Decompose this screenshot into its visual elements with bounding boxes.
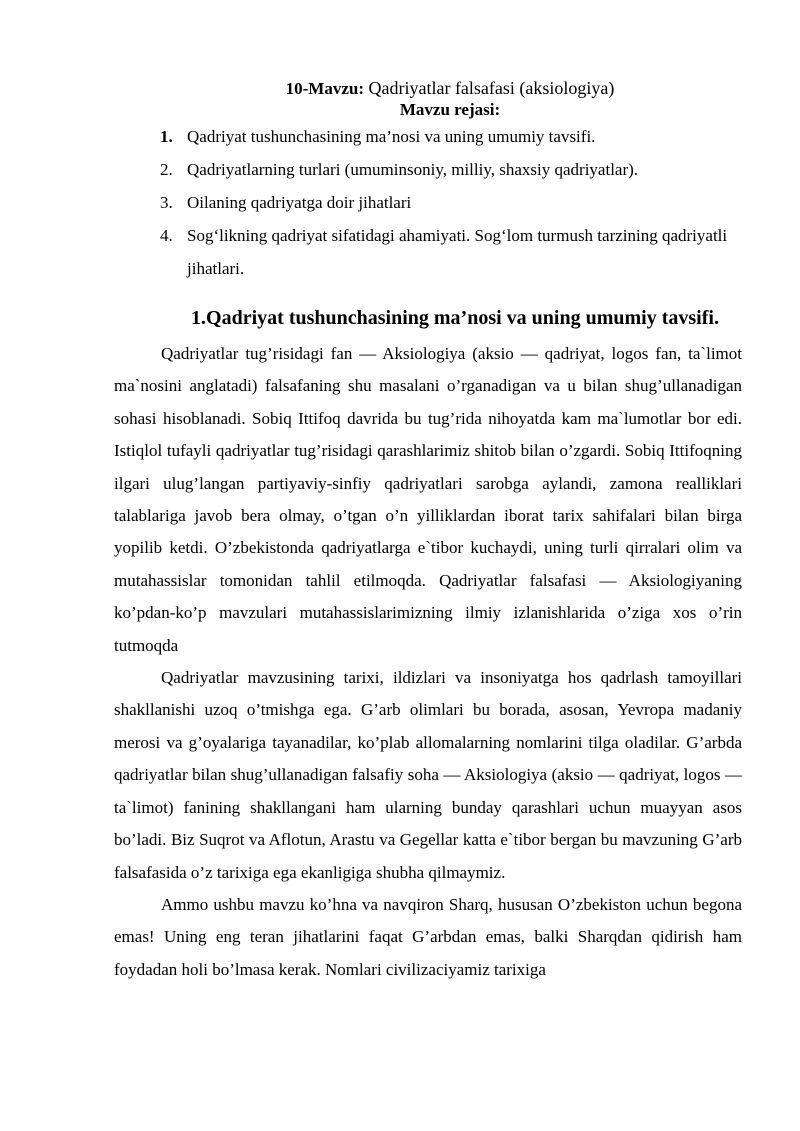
topic-number: 10-Mavzu: — [285, 79, 364, 98]
plan-list — [160, 120, 740, 285]
plan-item-1 — [160, 120, 740, 153]
plan-item-number: 3. — [160, 193, 173, 212]
body-text — [114, 338, 742, 986]
section-heading-text: 1.Qadriyat tushunchasining ma’nosi va uning umumiy tavsifi. — [191, 307, 719, 329]
paragraph-1: Qadriyatlar tug’risidagi fan — Aksiologiya (aksio — qadriyat, logos fan, ta`limot ma`nosini anglatadi) falsafaning shu masalani o’rganadigan va u bilan shug’ullanadigan sohasi hisoblanadi. Sobiq Ittifoq davrida bu tug’rida nihoyatda kam ma`lumotlar bor edi. Istiqlol tufayli qadriyatlar tug’risidagi qarashlarimiz shitob bilan o’zgardi. Sobiq Ittifoqning ilgari ulug’langan partiyaviy-sinfiy qadriyatlari sarobga aylandi, zamona realliklari talablariga javob bera olmay, o’tgan o’n yilliklardan iborat tarix sahifalari bilan birga yopilib ketdi. O’zbekistonda qadriyatlarga e`tibor kuchaydi, uning turli qirralari olim va mutahassislar tomonidan tahlil etilmoqda. Qadriyatlar falsafasi — Aksiologiyaning ko’pdan-ko’p mavzulari mutahassislarimizning ilmiy izlanishlarida o’ziga xos o’rin tutmoqda — [114, 344, 742, 655]
plan-item-text: Sog‘likning qadriyat sifatidagi ahamiyati. Sog‘lom turmush tarzining qadriyatli jihatlari. — [187, 226, 728, 278]
plan-item-text: Qadriyat tushunchasining ma’nosi va uning umumiy tavsifi. — [187, 127, 596, 146]
plan-item-3 — [160, 186, 740, 219]
plan-item-number: 1. — [160, 127, 173, 146]
section-heading — [0, 304, 800, 332]
plan-item-text: Qadriyatlarning turlari (umuminsoniy, milliy, shaxsiy qadriyatlar). — [187, 160, 639, 179]
paragraph-2: Qadriyatlar mavzusining tarixi, ildizlari va insoniyatga hos qadrlash tamoyillari shakllanishi uzoq o’tmishga ega. G’arb olimlari bu borada, asosan, Yevropa madaniy merosi va g’oyalariga tayanadilar, ko’plab allomalarning nomlarini tilga oladilar. G’arbda qadriyatlar bilan shug’ullanadigan falsafiy soha — Aksiologiya (aksio — qadriyat, logos — ta`limot) fanining shakllangani ham ularning bunday qarashlari uchun muayyan asos bo’ladi. Biz Suqrot va Aflotun, Arastu va Gegellar katta e`tibor bergan bu mavzuning G’arb falsafasida o’z tarixiga ega ekanligiga shubha qilmaymiz. — [114, 668, 742, 882]
plan-item-4 — [160, 219, 740, 285]
plan-item-number: 2. — [160, 160, 173, 179]
paragraph-3: Ammo ushbu mavzu ko’hna va navqiron Sharq, hususan O’zbekiston uchun begona emas! Uning eng teran jihatlarini faqat G’arbdan emas, balki Sharqdan qidirish ham foydadan holi bo’lmasa kerak. Nomlari civilizaciyamiz tarixiga — [114, 894, 742, 979]
plan-item-number: 4. — [160, 226, 173, 245]
plan-heading — [0, 99, 800, 121]
topic-line — [0, 76, 800, 101]
topic-title: Qadriyatlar falsafasi (aksiologiya) — [368, 78, 615, 98]
plan-item-2 — [160, 153, 740, 186]
plan-item-text: Oilaning qadriyatga doir jihatlari — [187, 193, 412, 212]
plan-heading-text: Mavzu rejasi: — [399, 100, 501, 119]
